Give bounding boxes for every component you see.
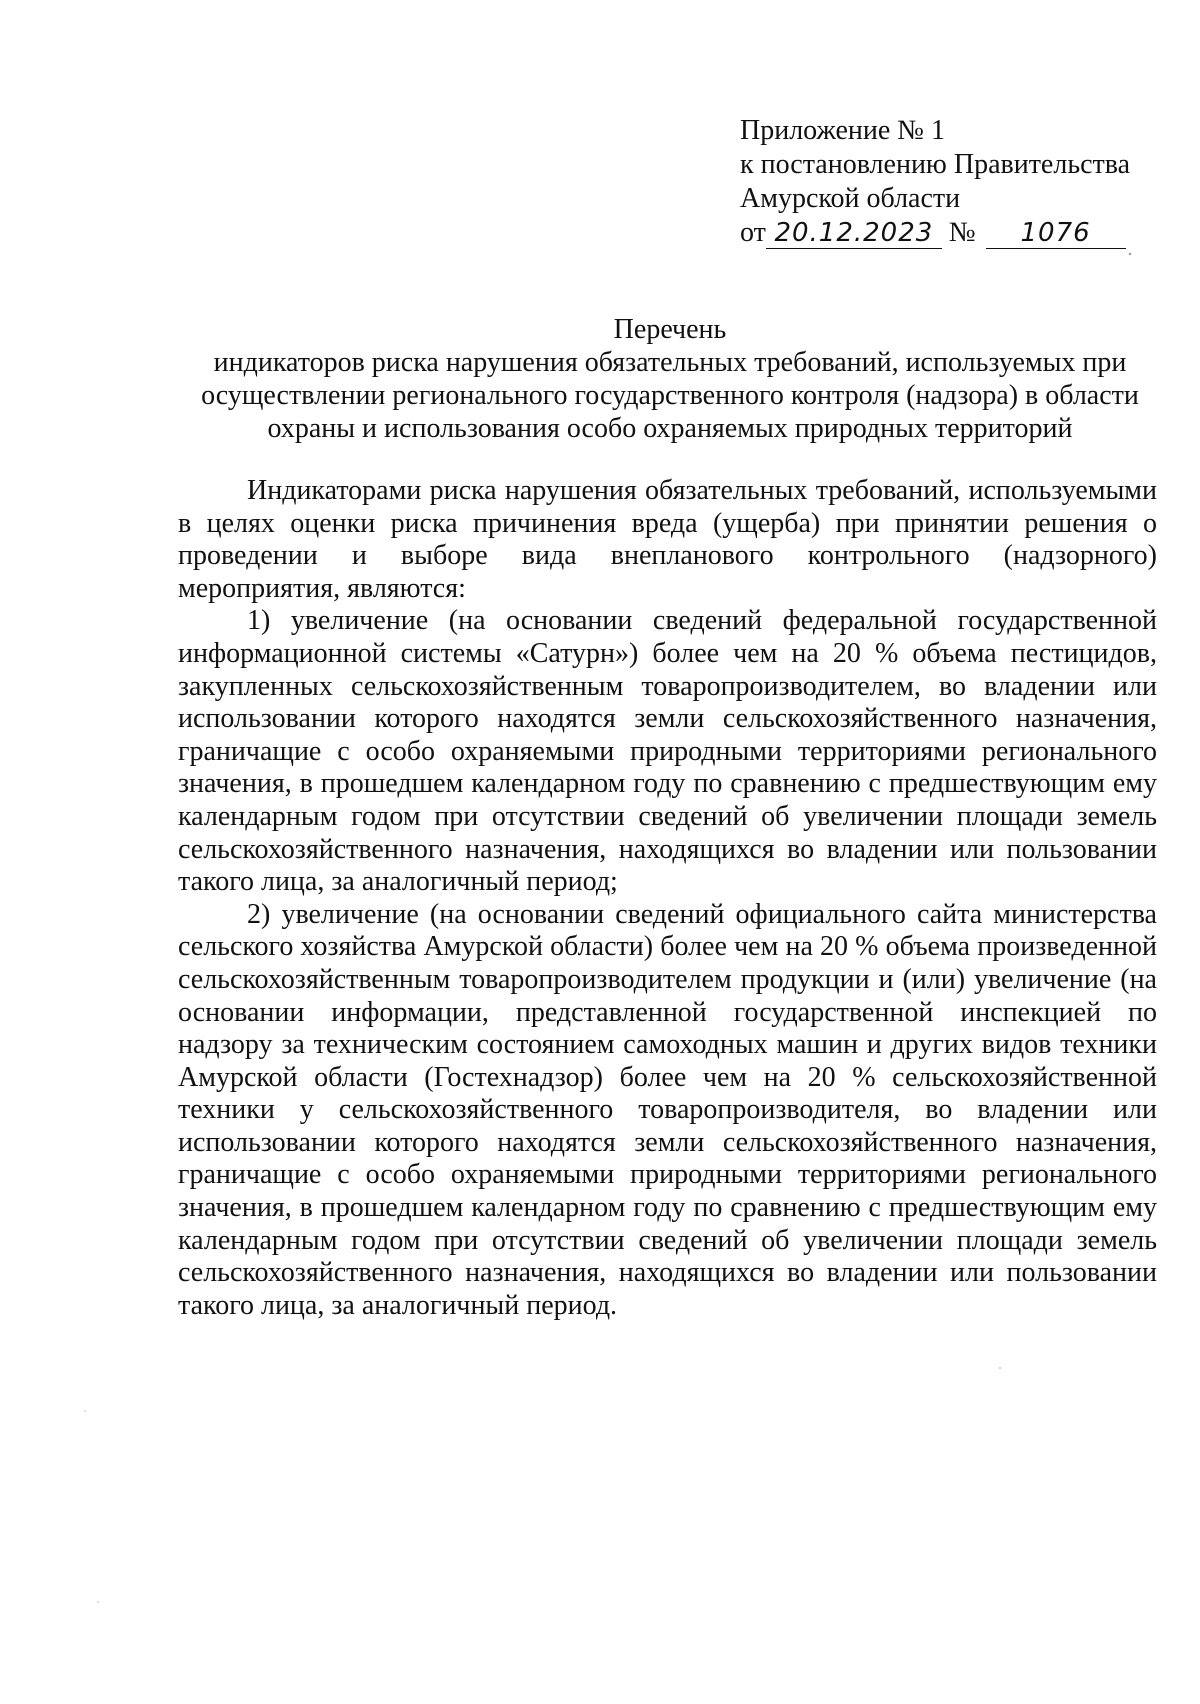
document-title [170,313,1170,445]
title-subtitle: индикаторов риска нарушения обязательных требований, используемых при осуществлении регионального государственного контроля (надзора) в области охраны и использования особо охраняемых природных территорий [201,347,1139,444]
appendix-header [740,114,1160,250]
date-prefix: от [740,217,766,248]
handwritten-number: 1076 [986,218,1126,249]
document-body [178,475,1157,1322]
handwritten-date: 20.12.2023 [766,218,942,249]
number-sign: № [948,217,976,248]
list-item-1: 1) увеличение (на основании сведений федеральной государственной информационной системы «Сатурн») более чем на 20 % объема пестицидов, закупленных сельскохозяйственным товаропроизводителем, во владении или использовании которого находятся земли сельскохозяйственного назначения, граничащие с особо охраняемыми природными территориями регионального значения, в прошедшем календарном году по сравнению с предшествующим ему календарным годом при отсутствии сведений об увеличении площади земель сельскохозяйственного назначения, находящихся во владении или пользовании такого лица, за аналогичный период; [178,605,1157,898]
appendix-line-1: Приложение № 1 [740,115,945,146]
appendix-line-3: Амурской области [740,183,961,214]
intro-paragraph: Индикаторами риска нарушения обязательных требований, используемыми в целях оценки риска причинения вреда (ущерба) при принятии решения о проведении и выборе вида внепланового контрольного (надзорного) мероприятия, являются: [178,475,1157,604]
appendix-line-2: к постановлению Правительства [740,149,1131,180]
appendix-date-line [740,216,1160,250]
title-heading: Перечень [613,314,727,345]
list-item-2: 2) увеличение (на основании сведений официального сайта министерства сельского хозяйства Амурской области) более чем на 20 % объема произведенной сельскохозяйственным товаропроизводителем продукции и (или) увеличение (на основании информации, представленной государственной инспекцией по надзору за техническим состоянием самоходных машин и других видов техники Амурской области (Гостехнадзор) более чем на 20 % сельскохозяйственной техники у сельскохозяйственного товаропроизводителя, во владении или использовании которого находятся земли сельскохозяйственного назначения, граничащие с особо охраняемыми природными территориями регионального значения, в прошедшем календарном году по сравнению с предшествующим ему календарным годом при отсутствии сведений об увеличении площади земель сельскохозяйственного назначения, находящихся во владении или пользовании такого лица, за аналогичный период. [178,898,1157,1321]
